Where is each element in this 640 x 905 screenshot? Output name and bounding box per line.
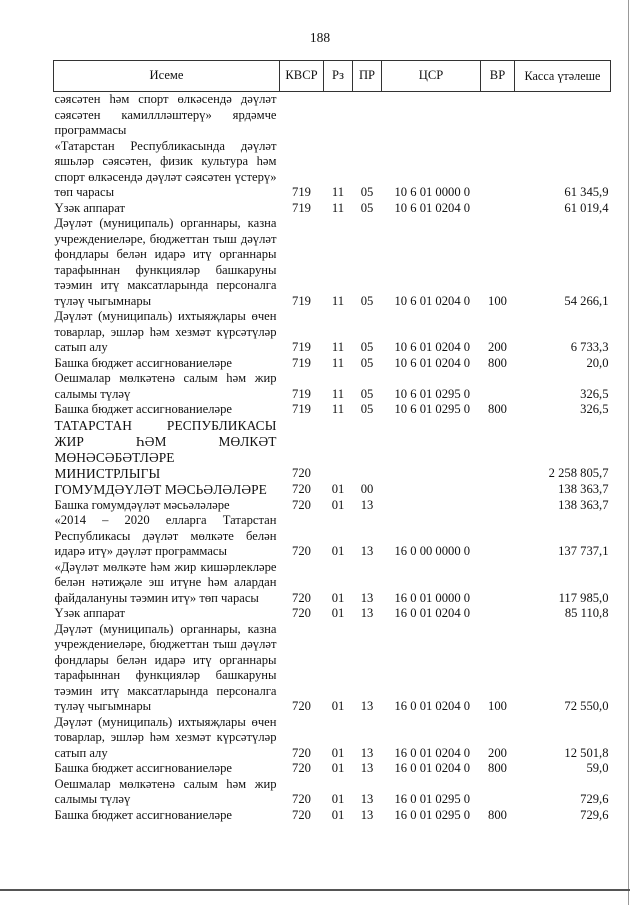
cell-kvsr: 720 [292, 497, 311, 512]
cell-csr: 16 0 01 0295 0 [394, 792, 471, 806]
cell-pr [353, 418, 382, 482]
cell-pr: 05 [360, 200, 374, 215]
cell-vr: 800 [488, 807, 507, 822]
cell-rz: 11 [331, 293, 345, 308]
cell-vr [481, 777, 515, 808]
cell-rz: 01 [331, 807, 345, 822]
cell-vr [481, 201, 515, 217]
cell-name: «Дәүләт мөлкәте һәм жир кишәрлекләре белән нәтиҗәле эш итүне һәм алардан файдалануны тәэмин итү» төп чарасы [54, 559, 277, 605]
cell-pr: 13 [360, 792, 374, 806]
cell-kvsr: 720 [292, 466, 311, 480]
cell-pr: 13 [360, 699, 374, 713]
cell-kvsr: 719 [292, 402, 311, 416]
cell-csr [382, 498, 481, 514]
cell-amount: 729,6 [580, 792, 609, 806]
cell-csr: 16 0 01 0204 0 [394, 761, 471, 775]
header-vr: ВР [481, 61, 515, 92]
header-rz: Рз [324, 61, 353, 92]
cell-kvsr: 720 [292, 606, 311, 620]
cell-pr: 05 [360, 355, 374, 370]
cell-rz: 01 [331, 761, 345, 775]
cell-vr [481, 606, 515, 622]
cell-kvsr: 720 [292, 745, 311, 760]
cell-name: Башка бюджет ассигнованиеләре [54, 355, 232, 370]
table-row [54, 761, 611, 777]
table-row [54, 356, 611, 372]
cell-name: Башка бюджет ассигнованиеләре [54, 807, 232, 822]
cell-amount: 138 363,7 [558, 482, 609, 496]
cell-csr: 10 6 01 0000 0 [394, 185, 471, 199]
cell-kvsr: 720 [292, 482, 311, 496]
cell-rz: 11 [331, 185, 345, 199]
table-row [54, 498, 611, 514]
budget-table [53, 60, 611, 823]
table-row [54, 139, 611, 201]
cell-csr: 16 0 01 0000 0 [394, 590, 471, 605]
cell-csr [382, 418, 481, 482]
cell-name: Дәүләт (муниципаль) органнары, казна учреждениеләре, бюджеттан тыш дәүләт фондлары белән идарә итү органнары тарафыннан функцияләр башкаруны тәэмин итү максатларында персоналга түләү чыгымнары [54, 216, 277, 308]
cell-csr: 10 6 01 0295 0 [394, 402, 471, 416]
table-body [54, 92, 611, 824]
cell-kvsr [280, 92, 324, 139]
table-row [54, 606, 611, 622]
cell-vr: 800 [488, 402, 507, 416]
cell-name: Оешмалар мөлкәтенә салым һәм жир салымы түләү [54, 776, 277, 806]
cell-amount: 54 266,1 [564, 293, 609, 308]
cell-pr: 13 [360, 590, 374, 605]
cell-kvsr: 719 [292, 185, 311, 199]
cell-csr: 10 6 01 0204 0 [394, 340, 471, 354]
cell-vr: 100 [488, 293, 507, 308]
cell-rz: 11 [331, 386, 345, 401]
cell-name: Башка бюджет ассигнованиеләре [54, 402, 232, 416]
cell-pr: 05 [360, 293, 374, 308]
cell-rz: 11 [331, 355, 345, 370]
table-row [54, 309, 611, 356]
cell-amount: 72 550,0 [564, 699, 609, 713]
cell-pr: 13 [360, 761, 374, 775]
cell-pr: 05 [360, 185, 374, 199]
cell-kvsr: 720 [292, 544, 311, 558]
cell-rz: 01 [331, 606, 345, 620]
scan-edge-line [628, 0, 629, 905]
cell-kvsr: 719 [292, 293, 311, 308]
cell-vr: 200 [488, 745, 507, 760]
cell-csr [382, 92, 481, 139]
table-row [54, 371, 611, 402]
cell-amount [515, 92, 611, 139]
cell-rz: 01 [331, 792, 345, 806]
cell-name: Дәүләт (муниципаль) органнары, казна учреждениеләре, бюджеттан тыш дәүләт фондлары белән идарә итү органнары тарафыннан функцияләр башкаруны тәэмин итү максатларында персоналга түләү чыгымнары [54, 621, 277, 713]
cell-kvsr: 720 [292, 807, 311, 822]
cell-amount: 61 345,9 [564, 185, 609, 199]
cell-pr: 05 [360, 386, 374, 401]
cell-vr: 800 [488, 355, 507, 370]
cell-kvsr: 719 [292, 200, 311, 215]
cell-vr [481, 482, 515, 498]
cell-name: Дәүләт (муниципаль) ихтыяҗлары өчен товарлар, эшләр һәм хезмәт күрсәтүләр сатып алу [54, 309, 277, 354]
table-row [54, 482, 611, 498]
cell-vr: 200 [488, 340, 507, 354]
table-row [54, 402, 611, 418]
cell-vr [481, 560, 515, 607]
budget-table-container [53, 60, 610, 823]
cell-amount: 59,0 [586, 761, 609, 775]
cell-vr [481, 92, 515, 139]
page-number: 188 [309, 30, 331, 45]
cell-kvsr: 719 [292, 386, 311, 401]
cell-name: Үзәк аппарат [54, 606, 125, 620]
header-kvsr: КВСР [280, 61, 324, 92]
table-row [54, 777, 611, 808]
cell-rz: 01 [331, 745, 345, 760]
cell-amount: 61 019,4 [564, 200, 609, 215]
cell-rz: 01 [331, 497, 345, 512]
cell-rz: 11 [331, 340, 345, 354]
cell-vr: 800 [488, 761, 507, 775]
cell-rz: 11 [331, 200, 345, 215]
cell-csr: 10 6 01 0204 0 [394, 355, 471, 370]
cell-rz: 01 [331, 544, 345, 558]
cell-pr [353, 92, 382, 139]
cell-rz [324, 92, 353, 139]
header-name: Исеме [54, 61, 280, 92]
cell-pr: 13 [360, 544, 374, 558]
cell-pr: 05 [360, 340, 374, 354]
cell-amount: 117 985,0 [558, 590, 609, 605]
cell-vr: 100 [488, 699, 507, 713]
cell-rz: 01 [331, 699, 345, 713]
cell-pr: 05 [360, 402, 374, 416]
cell-amount: 326,5 [580, 386, 609, 401]
cell-vr [481, 371, 515, 402]
cell-csr [382, 482, 481, 498]
cell-name: Оешмалар мөлкәтенә салым һәм жир салымы түләү [54, 371, 277, 401]
cell-csr: 16 0 01 0295 0 [394, 807, 471, 822]
table-row [54, 622, 611, 715]
cell-kvsr: 720 [292, 699, 311, 713]
header-amount: Касса үтәлеше [515, 61, 611, 92]
table-row [54, 201, 611, 217]
cell-kvsr: 720 [292, 590, 311, 605]
cell-amount: 137 737,1 [558, 544, 609, 558]
cell-name: «2014 – 2020 елларга Татарстан Республикасы дәүләт мөлкәте белән идарә итү» дәүләт программасы [54, 513, 277, 558]
cell-amount: 20,0 [586, 355, 609, 370]
table-row [54, 513, 611, 560]
cell-pr: 13 [360, 606, 374, 620]
cell-amount: 729,6 [580, 807, 609, 822]
cell-name: Үзәк аппарат [54, 200, 125, 215]
cell-amount: 326,5 [580, 402, 609, 416]
cell-kvsr: 720 [292, 792, 311, 806]
cell-amount: 12 501,8 [564, 745, 609, 760]
cell-name: «Татарстан Республикасында дәүләт яшьләр сәясәтен, физик культура һәм спорт өлкәсендә дәүләт сәясәтен үстерү» төп чарасы [54, 138, 277, 199]
cell-csr: 10 6 01 0204 0 [394, 293, 471, 308]
cell-name: Башка бюджет ассигнованиеләре [54, 761, 232, 775]
cell-csr: 10 6 01 0204 0 [394, 200, 471, 215]
cell-name: Дәүләт (муниципаль) ихтыяҗлары өчен товарлар, эшләр һәм хезмәт күрсәтүләр сатып алу [54, 714, 277, 760]
cell-pr: 00 [360, 482, 374, 496]
cell-vr [481, 139, 515, 201]
table-row [54, 216, 611, 309]
cell-kvsr: 719 [292, 355, 311, 370]
cell-amount: 2 258 805,7 [548, 466, 609, 480]
cell-csr: 16 0 01 0204 0 [394, 699, 471, 713]
cell-name: сәясәтен һәм спорт өлкәсендә дәүләт сәясәтен камиллләштерү» ярдәмче программасы [54, 92, 277, 137]
cell-amount: 6 733,3 [570, 340, 609, 354]
header-pr: ПР [353, 61, 382, 92]
cell-rz: 01 [331, 482, 345, 496]
cell-vr [481, 513, 515, 560]
cell-vr [481, 498, 515, 514]
cell-rz: 01 [331, 590, 345, 605]
cell-pr: 13 [360, 807, 374, 822]
header-csr: ЦСР [382, 61, 481, 92]
cell-pr: 13 [360, 745, 374, 760]
table-row [54, 560, 611, 607]
cell-pr: 13 [360, 497, 374, 512]
table-row [54, 418, 611, 482]
cell-csr: 10 6 01 0295 0 [394, 386, 471, 401]
table-row [54, 92, 611, 139]
cell-kvsr: 719 [292, 340, 311, 354]
cell-csr: 16 0 01 0204 0 [394, 745, 471, 760]
scan-bottom-line [0, 889, 630, 891]
cell-name: ГОМУМДӘҮЛӘТ МӘСЬӘЛӘЛӘРЕ [54, 481, 267, 497]
cell-name: ТАТАРСТАН РЕСПУБЛИКАСЫ ЖИР ҺӘМ МӨЛКӘТ МӨНӘСӘБӘТЛӘРЕ МИНИСТРЛЫГЫ [54, 417, 277, 481]
cell-amount: 138 363,7 [558, 497, 609, 512]
table-row [54, 715, 611, 762]
table-header [54, 61, 611, 92]
table-row [54, 808, 611, 824]
cell-kvsr: 720 [292, 761, 311, 775]
cell-name: Башка гомумдәүләт мәсьәләләре [54, 497, 230, 512]
cell-csr: 16 0 01 0204 0 [394, 606, 471, 620]
cell-rz [324, 418, 353, 482]
cell-amount: 85 110,8 [564, 606, 609, 620]
cell-vr [481, 418, 515, 482]
cell-csr: 16 0 00 0000 0 [394, 544, 471, 558]
cell-rz: 11 [331, 402, 345, 416]
